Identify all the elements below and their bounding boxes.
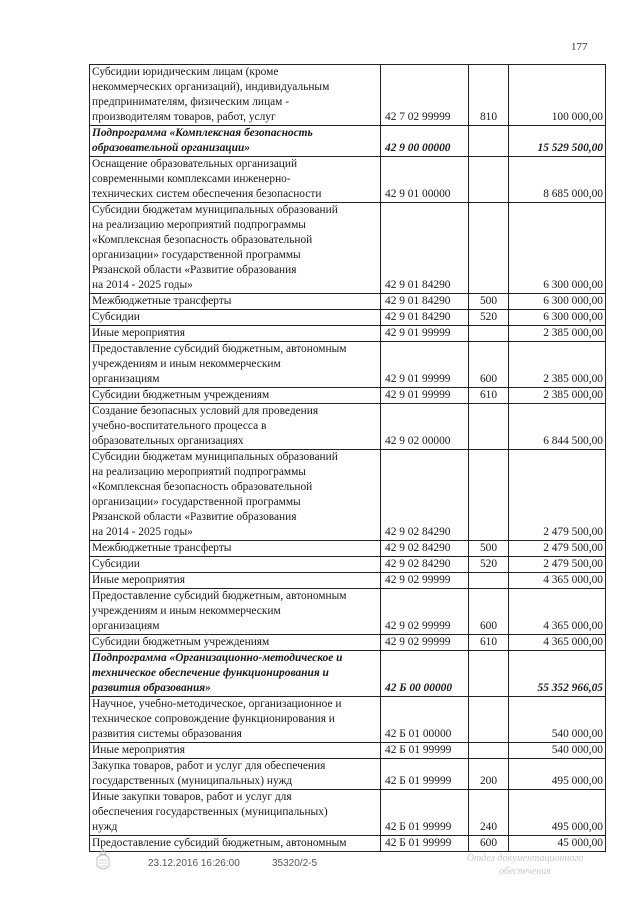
row-name-line: некоммерческих организаций), индивидуальным xyxy=(92,81,330,93)
row-code: 42 9 02 00000 xyxy=(381,404,469,450)
row-name-line: Предоставление субсидий бюджетным, автономным xyxy=(92,590,347,602)
row-expense-type xyxy=(469,326,509,342)
row-code: 42 9 02 99999 xyxy=(381,589,469,635)
row-name xyxy=(90,589,381,635)
row-name-line: нужд xyxy=(92,821,118,833)
row-name xyxy=(90,404,381,450)
row-name-line: технических систем обеспечения безопасности xyxy=(92,188,322,200)
row-expense-type xyxy=(469,573,509,589)
row-name-line: организации» государственной программы xyxy=(92,496,301,508)
row-name-line: образовательной организации» xyxy=(92,142,250,154)
row-name-line: Рязанской области «Развитие образования xyxy=(92,511,297,523)
row-code: 42 9 02 99999 xyxy=(381,573,469,589)
row-name xyxy=(90,790,381,836)
row-code: 42 Б 01 99999 xyxy=(381,743,469,759)
row-code: 42 9 01 84290 xyxy=(381,203,469,294)
row-name-line: Подпрограмма «Комплексная безопасность xyxy=(92,127,313,139)
row-expense-type: 520 xyxy=(469,557,509,573)
row-name-line: современными комплексами инженерно- xyxy=(92,173,291,185)
row-name-line: техническое сопровождение функционирования и xyxy=(92,713,335,725)
row-name-line: Субсидии бюджетам муниципальных образований xyxy=(92,451,338,463)
row-name xyxy=(90,759,381,790)
row-name-line: Иные мероприятия xyxy=(92,574,185,586)
row-code: 42 9 02 84290 xyxy=(381,541,469,557)
table-row xyxy=(90,589,606,635)
row-code: 42 9 01 99999 xyxy=(381,326,469,342)
row-code: 42 Б 01 99999 xyxy=(381,836,469,852)
row-amount: 15 529 500,00 xyxy=(509,126,606,157)
row-expense-type: 200 xyxy=(469,759,509,790)
table-row xyxy=(90,310,606,326)
table-row xyxy=(90,404,606,450)
row-name-line: производителям товаров, работ, услуг xyxy=(92,111,276,123)
row-name-line: обеспечения государственных (муниципальных) xyxy=(92,806,328,818)
row-code: 42 9 01 84290 xyxy=(381,310,469,326)
page-number: 177 xyxy=(571,41,588,53)
row-name-line: Иные мероприятия xyxy=(92,327,185,339)
row-name-line: Подпрограмма «Организационно-методическое и xyxy=(92,652,343,664)
row-expense-type: 520 xyxy=(469,310,509,326)
row-amount: 495 000,00 xyxy=(509,790,606,836)
row-amount: 55 352 966,05 xyxy=(509,651,606,697)
row-name-line: Межбюджетные трансферты xyxy=(92,542,232,554)
row-amount: 2 385 000,00 xyxy=(509,342,606,388)
row-name-line: Субсидии бюджетным учреждениям xyxy=(92,389,270,401)
row-code: 42 9 02 84290 xyxy=(381,557,469,573)
table-row xyxy=(90,294,606,310)
row-name-line: предпринимателям, физическим лицам - xyxy=(92,96,289,108)
row-amount: 45 000,00 xyxy=(509,836,606,852)
row-code: 42 9 01 00000 xyxy=(381,157,469,203)
footer-doc-number: 35320/2-5 xyxy=(272,858,318,869)
table-row xyxy=(90,541,606,557)
row-name-line: Рязанской области «Развитие образования xyxy=(92,264,297,276)
table-row xyxy=(90,759,606,790)
table-row xyxy=(90,450,606,541)
row-code: 42 Б 00 00000 xyxy=(381,651,469,697)
row-name-line: Субсидии бюджетным учреждениям xyxy=(92,636,270,648)
table-row xyxy=(90,836,606,852)
row-name-line: развития системы образования xyxy=(92,728,242,740)
row-name-line: Иные мероприятия xyxy=(92,744,185,756)
row-code: 42 7 02 99999 xyxy=(381,65,469,126)
row-expense-type xyxy=(469,126,509,157)
row-amount: 6 300 000,00 xyxy=(509,310,606,326)
row-name-line: на 2014 - 2025 годы» xyxy=(92,526,193,538)
table-row xyxy=(90,635,606,651)
row-code: 42 9 01 99999 xyxy=(381,388,469,404)
row-name xyxy=(90,203,381,294)
row-code: 42 9 01 99999 xyxy=(381,342,469,388)
row-name-line: Субсидии бюджетам муниципальных образований xyxy=(92,204,338,216)
row-name-line: Предоставление субсидий бюджетным, автономным xyxy=(92,837,347,849)
row-expense-type xyxy=(469,697,509,743)
table-row xyxy=(90,557,606,573)
row-amount: 6 300 000,00 xyxy=(509,203,606,294)
row-name-line: организации» государственной программы xyxy=(92,249,301,261)
row-name-line: учреждениям и иным некоммерческим xyxy=(92,605,281,617)
row-code: 42 9 01 84290 xyxy=(381,294,469,310)
row-expense-type: 600 xyxy=(469,342,509,388)
table-row xyxy=(90,388,606,404)
row-name-line: Субсидии xyxy=(92,311,140,323)
row-name xyxy=(90,388,381,404)
budget-table xyxy=(89,64,606,852)
row-name-line: техническое обеспечение функционирования и xyxy=(92,667,329,679)
row-name xyxy=(90,557,381,573)
row-name xyxy=(90,836,381,852)
row-expense-type xyxy=(469,404,509,450)
row-name-line: на реализацию мероприятий подпрограммы xyxy=(92,466,306,478)
row-name xyxy=(90,450,381,541)
row-name xyxy=(90,697,381,743)
row-name-line: на реализацию мероприятий подпрограммы xyxy=(92,219,306,231)
row-name-line: государственных (муниципальных) нужд xyxy=(92,775,293,787)
row-name-line: Иные закупки товаров, работ и услуг для xyxy=(92,791,292,803)
row-amount: 4 365 000,00 xyxy=(509,635,606,651)
row-name-line: развития образования» xyxy=(92,682,211,694)
footer-stamp xyxy=(450,852,600,878)
row-amount: 6 300 000,00 xyxy=(509,294,606,310)
row-expense-type xyxy=(469,157,509,203)
row-amount: 2 479 500,00 xyxy=(509,541,606,557)
row-name xyxy=(90,310,381,326)
footer-stamp-line: обеспечения xyxy=(499,866,551,877)
row-code: 42 Б 01 99999 xyxy=(381,790,469,836)
row-name-line: Закупка товаров, работ и услуг для обеспечения xyxy=(92,760,326,772)
row-name-line: Создание безопасных условий для проведения xyxy=(92,405,319,417)
row-amount: 540 000,00 xyxy=(509,697,606,743)
row-expense-type: 500 xyxy=(469,294,509,310)
row-expense-type: 240 xyxy=(469,790,509,836)
row-name-line: «Комплексная безопасность образовательной xyxy=(92,234,313,246)
row-name xyxy=(90,342,381,388)
footer-date: 23.12.2016 16:26:00 xyxy=(148,858,240,869)
row-name xyxy=(90,573,381,589)
row-expense-type: 610 xyxy=(469,388,509,404)
table-row xyxy=(90,157,606,203)
table-row xyxy=(90,65,606,126)
row-name-line: на 2014 - 2025 годы» xyxy=(92,279,193,291)
budget-table-body xyxy=(90,65,606,852)
row-name-line: организациям xyxy=(92,620,160,632)
footer-stamp-line: Отдел документационного xyxy=(466,853,584,864)
row-amount: 540 000,00 xyxy=(509,743,606,759)
row-amount: 6 844 500,00 xyxy=(509,404,606,450)
table-row xyxy=(90,573,606,589)
row-name-line: Научное, учебно-методическое, организационное и xyxy=(92,698,342,710)
row-name-line: образовательных организациях xyxy=(92,435,244,447)
row-amount: 2 385 000,00 xyxy=(509,326,606,342)
row-expense-type xyxy=(469,743,509,759)
row-name-line: Субсидии xyxy=(92,558,140,570)
row-name xyxy=(90,635,381,651)
row-expense-type: 610 xyxy=(469,635,509,651)
row-amount: 4 365 000,00 xyxy=(509,589,606,635)
row-name-line: учебно-воспитательного процесса в xyxy=(92,420,267,432)
row-code: 42 9 02 84290 xyxy=(381,450,469,541)
row-name-line: «Комплексная безопасность образовательной xyxy=(92,481,313,493)
row-name xyxy=(90,65,381,126)
table-row xyxy=(90,697,606,743)
table-row xyxy=(90,743,606,759)
table-row xyxy=(90,203,606,294)
row-expense-type: 600 xyxy=(469,836,509,852)
row-name-line: Межбюджетные трансферты xyxy=(92,295,232,307)
row-amount: 2 385 000,00 xyxy=(509,388,606,404)
row-name xyxy=(90,157,381,203)
row-amount: 2 479 500,00 xyxy=(509,557,606,573)
subprogram-row xyxy=(90,126,606,157)
row-name xyxy=(90,541,381,557)
row-code: 42 Б 01 00000 xyxy=(381,697,469,743)
table-row xyxy=(90,326,606,342)
row-name-line: организациям xyxy=(92,373,160,385)
row-expense-type: 500 xyxy=(469,541,509,557)
row-code: 42 Б 01 99999 xyxy=(381,759,469,790)
row-code: 42 9 00 00000 xyxy=(381,126,469,157)
row-expense-type: 810 xyxy=(469,65,509,126)
row-name-line: Оснащение образовательных организаций xyxy=(92,158,298,170)
row-expense-type: 600 xyxy=(469,589,509,635)
table-row xyxy=(90,790,606,836)
row-amount: 8 685 000,00 xyxy=(509,157,606,203)
row-amount: 2 479 500,00 xyxy=(509,450,606,541)
row-amount: 4 365 000,00 xyxy=(509,573,606,589)
row-name-line: Субсидии юридическим лицам (кроме xyxy=(92,66,279,78)
row-code: 42 9 02 99999 xyxy=(381,635,469,651)
row-amount: 495 000,00 xyxy=(509,759,606,790)
row-name xyxy=(90,294,381,310)
row-name-line: учреждениям и иным некоммерческим xyxy=(92,358,281,370)
table-row xyxy=(90,342,606,388)
row-expense-type xyxy=(469,203,509,294)
row-expense-type xyxy=(469,450,509,541)
row-amount: 100 000,00 xyxy=(509,65,606,126)
row-expense-type xyxy=(469,651,509,697)
row-name xyxy=(90,326,381,342)
row-name xyxy=(90,743,381,759)
row-name xyxy=(90,651,381,697)
subprogram-row xyxy=(90,651,606,697)
row-name xyxy=(90,126,381,157)
row-name-line: Предоставление субсидий бюджетным, автономным xyxy=(92,343,347,355)
emblem-icon xyxy=(88,846,118,876)
